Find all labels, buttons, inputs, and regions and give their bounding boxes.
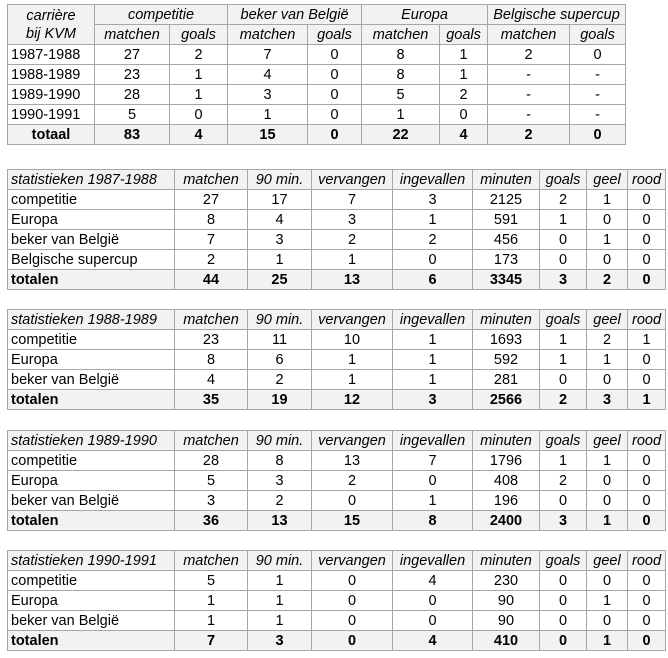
stat-value-cell: 1 xyxy=(393,370,473,390)
career-value-cell: - xyxy=(488,65,570,85)
competition-label: Belgische supercup xyxy=(8,250,175,270)
career-season-label: 1990-1991 xyxy=(8,105,95,125)
stat-value-cell: 4 xyxy=(175,370,248,390)
stat-value-cell: 592 xyxy=(473,350,540,370)
season-total-cell: 19 xyxy=(248,390,312,410)
season-total-cell: 15 xyxy=(312,511,393,531)
stat-value-cell: 0 xyxy=(540,571,587,591)
stat-column-header: rood xyxy=(628,170,666,190)
stat-value-cell: 1 xyxy=(587,350,628,370)
stat-value-cell: 2 xyxy=(312,471,393,491)
stat-value-cell: 1 xyxy=(587,230,628,250)
season-total-label: totalen xyxy=(8,390,175,410)
career-value-cell: - xyxy=(488,85,570,105)
competition-label: beker van België xyxy=(8,230,175,250)
stat-value-cell: 0 xyxy=(587,491,628,511)
stat-value-cell: 0 xyxy=(628,350,666,370)
competition-label: Europa xyxy=(8,210,175,230)
career-subheader: goals xyxy=(440,25,488,45)
stat-value-cell: 1 xyxy=(393,491,473,511)
stat-value-cell: 1693 xyxy=(473,330,540,350)
competition-label: beker van België xyxy=(8,491,175,511)
career-value-cell: 5 xyxy=(362,85,440,105)
stat-value-cell: 1 xyxy=(248,250,312,270)
career-value-cell: - xyxy=(488,105,570,125)
season-total-label: totalen xyxy=(8,631,175,651)
career-row xyxy=(8,65,626,85)
season-row xyxy=(8,571,666,591)
stat-value-cell: 3 xyxy=(248,471,312,491)
stat-value-cell: 0 xyxy=(628,250,666,270)
stat-value-cell: 408 xyxy=(473,471,540,491)
stat-value-cell: 6 xyxy=(248,350,312,370)
season-row xyxy=(8,250,666,270)
career-total-cell: 2 xyxy=(488,125,570,145)
season-total-cell: 35 xyxy=(175,390,248,410)
career-value-cell: 1 xyxy=(440,65,488,85)
stat-value-cell: 0 xyxy=(587,370,628,390)
stat-value-cell: 23 xyxy=(175,330,248,350)
career-subheader: goals xyxy=(170,25,228,45)
stat-column-header: vervangen xyxy=(312,170,393,190)
career-subheader: goals xyxy=(570,25,626,45)
stat-value-cell: 2125 xyxy=(473,190,540,210)
career-value-cell: 8 xyxy=(362,45,440,65)
stat-value-cell: 0 xyxy=(540,370,587,390)
season-total-cell: 3 xyxy=(540,511,587,531)
stat-value-cell: 591 xyxy=(473,210,540,230)
stat-value-cell: 0 xyxy=(587,571,628,591)
stat-value-cell: 456 xyxy=(473,230,540,250)
career-table-body xyxy=(8,45,626,145)
career-group-header: competitie xyxy=(95,5,228,25)
stat-column-header: goals xyxy=(540,431,587,451)
stat-value-cell: 281 xyxy=(473,370,540,390)
season-title: statistieken 1988-1989 xyxy=(8,310,175,330)
career-value-cell: 0 xyxy=(308,105,362,125)
stat-column-header: 90 min. xyxy=(248,431,312,451)
season-total-cell: 0 xyxy=(628,270,666,290)
stat-column-header: geel xyxy=(587,551,628,571)
stat-value-cell: 0 xyxy=(628,451,666,471)
competition-label: competitie xyxy=(8,571,175,591)
stat-column-header: vervangen xyxy=(312,551,393,571)
season-total-cell: 6 xyxy=(393,270,473,290)
season-total-cell: 0 xyxy=(312,631,393,651)
season-header-row xyxy=(8,551,666,571)
career-value-cell: 27 xyxy=(95,45,170,65)
stat-value-cell: 1 xyxy=(175,591,248,611)
career-season-label: 1988-1989 xyxy=(8,65,95,85)
stat-column-header: geel xyxy=(587,431,628,451)
stat-value-cell: 3 xyxy=(175,491,248,511)
career-value-cell: 1 xyxy=(170,65,228,85)
stat-column-header: rood xyxy=(628,310,666,330)
season-total-cell: 3345 xyxy=(473,270,540,290)
career-total-cell: 83 xyxy=(95,125,170,145)
season-row xyxy=(8,230,666,250)
career-season-label: 1989-1990 xyxy=(8,85,95,105)
season-row xyxy=(8,370,666,390)
stat-column-header: ingevallen xyxy=(393,431,473,451)
stat-column-header: 90 min. xyxy=(248,310,312,330)
season-row xyxy=(8,591,666,611)
stat-value-cell: 1 xyxy=(248,571,312,591)
season-title: statistieken 1987-1988 xyxy=(8,170,175,190)
stat-value-cell: 11 xyxy=(248,330,312,350)
career-subheader: matchen xyxy=(488,25,570,45)
stat-column-header: matchen xyxy=(175,431,248,451)
stat-value-cell: 196 xyxy=(473,491,540,511)
stat-value-cell: 1 xyxy=(248,611,312,631)
season-total-cell: 2566 xyxy=(473,390,540,410)
season-total-cell: 3 xyxy=(248,631,312,651)
season-row xyxy=(8,451,666,471)
stat-value-cell: 0 xyxy=(540,591,587,611)
stat-value-cell: 0 xyxy=(393,471,473,491)
stat-column-header: 90 min. xyxy=(248,170,312,190)
stat-value-cell: 0 xyxy=(628,571,666,591)
season-header-row xyxy=(8,310,666,330)
career-value-cell: 7 xyxy=(228,45,308,65)
season-total-cell: 1 xyxy=(587,631,628,651)
season-total-cell: 1 xyxy=(587,511,628,531)
stat-value-cell: 5 xyxy=(175,571,248,591)
season-total-cell: 0 xyxy=(628,511,666,531)
season-total-cell: 25 xyxy=(248,270,312,290)
career-season-label: 1987-1988 xyxy=(8,45,95,65)
season-row xyxy=(8,190,666,210)
stat-value-cell: 3 xyxy=(248,230,312,250)
career-total-row xyxy=(8,125,626,145)
stat-value-cell: 1 xyxy=(587,190,628,210)
stat-value-cell: 1 xyxy=(540,330,587,350)
career-corner-line1: carrière xyxy=(26,7,76,24)
stat-value-cell: 1 xyxy=(312,250,393,270)
stat-value-cell: 0 xyxy=(312,571,393,591)
stat-value-cell: 0 xyxy=(540,611,587,631)
season-total-cell: 12 xyxy=(312,390,393,410)
career-value-cell: 0 xyxy=(170,105,228,125)
career-value-cell: 1 xyxy=(170,85,228,105)
stat-value-cell: 3 xyxy=(393,190,473,210)
career-group-header: beker van België xyxy=(228,5,362,25)
season-total-cell: 36 xyxy=(175,511,248,531)
stat-value-cell: 0 xyxy=(628,370,666,390)
stat-value-cell: 230 xyxy=(473,571,540,591)
career-value-cell: 0 xyxy=(308,85,362,105)
stat-value-cell: 1 xyxy=(312,370,393,390)
career-corner-line2: bij KVM xyxy=(26,25,76,42)
season-total-label: totalen xyxy=(8,270,175,290)
stat-value-cell: 2 xyxy=(312,230,393,250)
career-total-label: totaal xyxy=(8,125,95,145)
stat-column-header: ingevallen xyxy=(393,551,473,571)
stat-value-cell: 8 xyxy=(175,350,248,370)
stat-value-cell: 1 xyxy=(393,210,473,230)
stat-value-cell: 13 xyxy=(312,451,393,471)
career-value-cell: 2 xyxy=(488,45,570,65)
stat-value-cell: 3 xyxy=(312,210,393,230)
career-subheader: matchen xyxy=(95,25,170,45)
stat-column-header: minuten xyxy=(473,310,540,330)
stat-column-header: geel xyxy=(587,170,628,190)
stat-value-cell: 0 xyxy=(628,190,666,210)
competition-label: competitie xyxy=(8,451,175,471)
career-row xyxy=(8,45,626,65)
career-total-cell: 0 xyxy=(570,125,626,145)
season-row xyxy=(8,471,666,491)
career-value-cell: 1 xyxy=(440,45,488,65)
stat-value-cell: 1 xyxy=(393,350,473,370)
career-value-cell: 1 xyxy=(362,105,440,125)
season-total-cell: 13 xyxy=(248,511,312,531)
competition-label: Europa xyxy=(8,591,175,611)
season-total-cell: 1 xyxy=(628,390,666,410)
career-value-cell: 5 xyxy=(95,105,170,125)
stat-value-cell: 1 xyxy=(587,451,628,471)
stat-value-cell: 2 xyxy=(248,491,312,511)
career-subheader: goals xyxy=(308,25,362,45)
competition-label: competitie xyxy=(8,330,175,350)
stat-column-header: goals xyxy=(540,310,587,330)
season-total-cell: 44 xyxy=(175,270,248,290)
stat-value-cell: 7 xyxy=(393,451,473,471)
career-value-cell: 8 xyxy=(362,65,440,85)
season-total-cell: 7 xyxy=(175,631,248,651)
career-group-header: Europa xyxy=(362,5,488,25)
season-header-row xyxy=(8,431,666,451)
season-row xyxy=(8,210,666,230)
season-total-cell: 2 xyxy=(587,270,628,290)
stat-value-cell: 0 xyxy=(540,491,587,511)
career-subheader-row xyxy=(8,25,626,45)
stat-column-header: minuten xyxy=(473,551,540,571)
stat-value-cell: 27 xyxy=(175,190,248,210)
stat-value-cell: 7 xyxy=(312,190,393,210)
career-value-cell: 0 xyxy=(308,65,362,85)
stat-column-header: matchen xyxy=(175,310,248,330)
career-value-cell: 2 xyxy=(440,85,488,105)
season-row xyxy=(8,350,666,370)
stat-value-cell: 0 xyxy=(540,250,587,270)
stat-value-cell: 2 xyxy=(393,230,473,250)
stat-value-cell: 0 xyxy=(628,471,666,491)
stat-value-cell: 0 xyxy=(628,611,666,631)
stat-column-header: vervangen xyxy=(312,310,393,330)
stat-value-cell: 0 xyxy=(312,591,393,611)
career-value-cell: - xyxy=(570,65,626,85)
stat-value-cell: 1 xyxy=(628,330,666,350)
stat-value-cell: 0 xyxy=(393,250,473,270)
season-total-row xyxy=(8,511,666,531)
career-value-cell: 23 xyxy=(95,65,170,85)
stat-column-header: minuten xyxy=(473,170,540,190)
season-stats-table xyxy=(7,309,666,410)
stat-value-cell: 1 xyxy=(248,591,312,611)
season-row xyxy=(8,611,666,631)
career-group-header-row xyxy=(8,5,626,25)
competition-label: beker van België xyxy=(8,611,175,631)
competition-label: competitie xyxy=(8,190,175,210)
stat-column-header: minuten xyxy=(473,431,540,451)
stat-value-cell: 0 xyxy=(393,611,473,631)
career-value-cell: 4 xyxy=(228,65,308,85)
stat-value-cell: 2 xyxy=(248,370,312,390)
season-total-row xyxy=(8,390,666,410)
stat-column-header: rood xyxy=(628,551,666,571)
season-stats-table xyxy=(7,550,666,651)
stat-value-cell: 8 xyxy=(248,451,312,471)
stat-value-cell: 1 xyxy=(540,350,587,370)
career-value-cell: - xyxy=(570,85,626,105)
career-total-cell: 15 xyxy=(228,125,308,145)
stat-value-cell: 4 xyxy=(248,210,312,230)
stat-value-cell: 1 xyxy=(312,350,393,370)
career-subheader: matchen xyxy=(362,25,440,45)
stat-value-cell: 1 xyxy=(540,451,587,471)
career-table xyxy=(7,4,626,145)
stat-value-cell: 0 xyxy=(393,591,473,611)
stat-value-cell: 2 xyxy=(175,250,248,270)
stat-value-cell: 7 xyxy=(175,230,248,250)
season-total-row xyxy=(8,270,666,290)
career-value-cell: 28 xyxy=(95,85,170,105)
stat-value-cell: 1 xyxy=(175,611,248,631)
season-total-cell: 8 xyxy=(393,511,473,531)
career-value-cell: 3 xyxy=(228,85,308,105)
stat-value-cell: 0 xyxy=(628,210,666,230)
career-row xyxy=(8,85,626,105)
stat-column-header: matchen xyxy=(175,170,248,190)
season-total-label: totalen xyxy=(8,511,175,531)
stat-value-cell: 10 xyxy=(312,330,393,350)
stat-value-cell: 0 xyxy=(312,611,393,631)
stat-value-cell: 2 xyxy=(587,330,628,350)
stat-value-cell: 0 xyxy=(628,230,666,250)
season-total-cell: 2400 xyxy=(473,511,540,531)
season-total-row xyxy=(8,631,666,651)
stat-value-cell: 1796 xyxy=(473,451,540,471)
career-value-cell: 0 xyxy=(440,105,488,125)
stat-column-header: 90 min. xyxy=(248,551,312,571)
career-value-cell: 1 xyxy=(228,105,308,125)
career-group-header: Belgische supercup xyxy=(488,5,626,25)
season-header-row xyxy=(8,170,666,190)
stat-value-cell: 2 xyxy=(540,190,587,210)
stat-value-cell: 1 xyxy=(540,210,587,230)
stat-column-header: ingevallen xyxy=(393,170,473,190)
stat-value-cell: 8 xyxy=(175,210,248,230)
stat-column-header: ingevallen xyxy=(393,310,473,330)
season-total-cell: 3 xyxy=(393,390,473,410)
stat-column-header: rood xyxy=(628,431,666,451)
career-total-cell: 22 xyxy=(362,125,440,145)
season-row xyxy=(8,491,666,511)
stat-value-cell: 17 xyxy=(248,190,312,210)
career-value-cell: 0 xyxy=(570,45,626,65)
stat-column-header: geel xyxy=(587,310,628,330)
stat-column-header: goals xyxy=(540,551,587,571)
season-stats-table xyxy=(7,430,666,531)
season-total-cell: 0 xyxy=(540,631,587,651)
stat-value-cell: 2 xyxy=(540,471,587,491)
stat-value-cell: 90 xyxy=(473,611,540,631)
competition-label: beker van België xyxy=(8,370,175,390)
career-value-cell: - xyxy=(570,105,626,125)
career-value-cell: 2 xyxy=(170,45,228,65)
stat-value-cell: 0 xyxy=(540,230,587,250)
season-total-cell: 410 xyxy=(473,631,540,651)
season-total-cell: 13 xyxy=(312,270,393,290)
stat-value-cell: 0 xyxy=(587,611,628,631)
stat-value-cell: 90 xyxy=(473,591,540,611)
stat-value-cell: 1 xyxy=(587,591,628,611)
season-stats-table xyxy=(7,169,666,290)
stat-value-cell: 0 xyxy=(628,491,666,511)
season-row xyxy=(8,330,666,350)
season-title: statistieken 1989-1990 xyxy=(8,431,175,451)
stat-value-cell: 0 xyxy=(628,591,666,611)
stat-value-cell: 4 xyxy=(393,571,473,591)
competition-label: Europa xyxy=(8,350,175,370)
career-subheader: matchen xyxy=(228,25,308,45)
stat-value-cell: 1 xyxy=(393,330,473,350)
season-total-cell: 3 xyxy=(540,270,587,290)
season-total-cell: 2 xyxy=(540,390,587,410)
stat-value-cell: 173 xyxy=(473,250,540,270)
stat-value-cell: 28 xyxy=(175,451,248,471)
career-value-cell: 0 xyxy=(308,45,362,65)
season-total-cell: 4 xyxy=(393,631,473,651)
season-total-cell: 3 xyxy=(587,390,628,410)
stat-value-cell: 0 xyxy=(312,491,393,511)
career-corner-cell xyxy=(8,5,95,45)
career-row xyxy=(8,105,626,125)
stat-column-header: goals xyxy=(540,170,587,190)
competition-label: Europa xyxy=(8,471,175,491)
career-total-cell: 0 xyxy=(308,125,362,145)
stat-value-cell: 0 xyxy=(587,210,628,230)
career-total-cell: 4 xyxy=(170,125,228,145)
stat-value-cell: 0 xyxy=(587,471,628,491)
career-total-cell: 4 xyxy=(440,125,488,145)
season-title: statistieken 1990-1991 xyxy=(8,551,175,571)
stat-column-header: vervangen xyxy=(312,431,393,451)
season-total-cell: 0 xyxy=(628,631,666,651)
stat-column-header: matchen xyxy=(175,551,248,571)
stat-value-cell: 5 xyxy=(175,471,248,491)
stat-value-cell: 0 xyxy=(587,250,628,270)
